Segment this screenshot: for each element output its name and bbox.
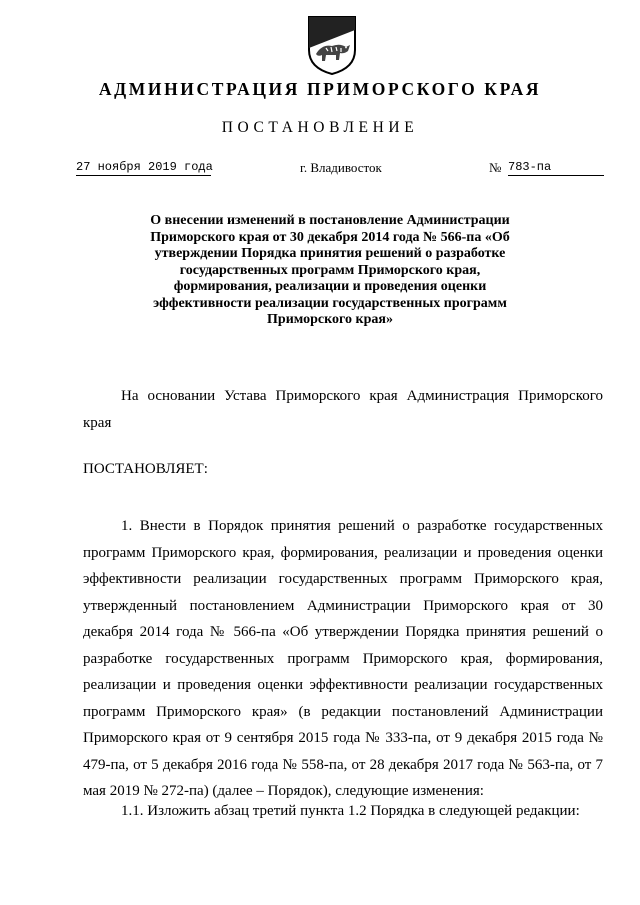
organization-title: АДМИНИСТРАЦИЯ ПРИМОРСКОГО КРАЯ <box>98 79 542 99</box>
primorsky-krai-coat-of-arms-icon <box>306 14 358 76</box>
document-date: 27 ноября 2019 года <box>76 160 213 174</box>
document-subject: О внесении изменений в постановление Администрации Приморского края от 30 декабря 2014 года № 566-па «Об утверждении Порядка принятия решений о разработке государственных программ Приморского края, формирования, реализации и проведения оценки эффективности реализации государственных программ Приморского края» <box>150 213 510 327</box>
document-type-title: ПОСТАНОВЛЕНИЕ <box>221 119 419 136</box>
resolves-heading: ПОСТАНОВЛЯЕТ: <box>83 461 208 477</box>
document-city: г. Владивосток <box>300 160 382 175</box>
basis-paragraph: На основании Устава Приморского края Администрация Приморского края <box>83 388 603 431</box>
number-sign: № <box>489 160 502 175</box>
item-1-paragraph: 1. Внести в Порядок принятия решений о разработке государственных программ Приморского края, формирования, реализации и проведения оценки эффективности реализации государственных программ Приморского края, утвержденный постановлением Администрации Приморского края от 30 декабря 2014 года № 566-па «Об утверждении Порядка принятия решений о разработке государственных программ Приморского края, формирования, реализации и проведения оценки эффективности реализации государственных программ Приморского края» (в редакции постановлений Администрации Приморского края от 9 сентября 2015 года № 333-па, от 9 декабря 2015 года № 479-па, от 5 декабря 2016 года № 558-па, от 28 декабря 2017 года № 563-па, от 7 мая 2019 № 272-па) (далее – Порядок), следующие изменения: <box>83 518 603 799</box>
document-number: 783-па <box>508 160 604 176</box>
item-1-1-paragraph: 1.1. Изложить абзац третий пункта 1.2 Порядка в следующей редакции: <box>121 803 580 819</box>
